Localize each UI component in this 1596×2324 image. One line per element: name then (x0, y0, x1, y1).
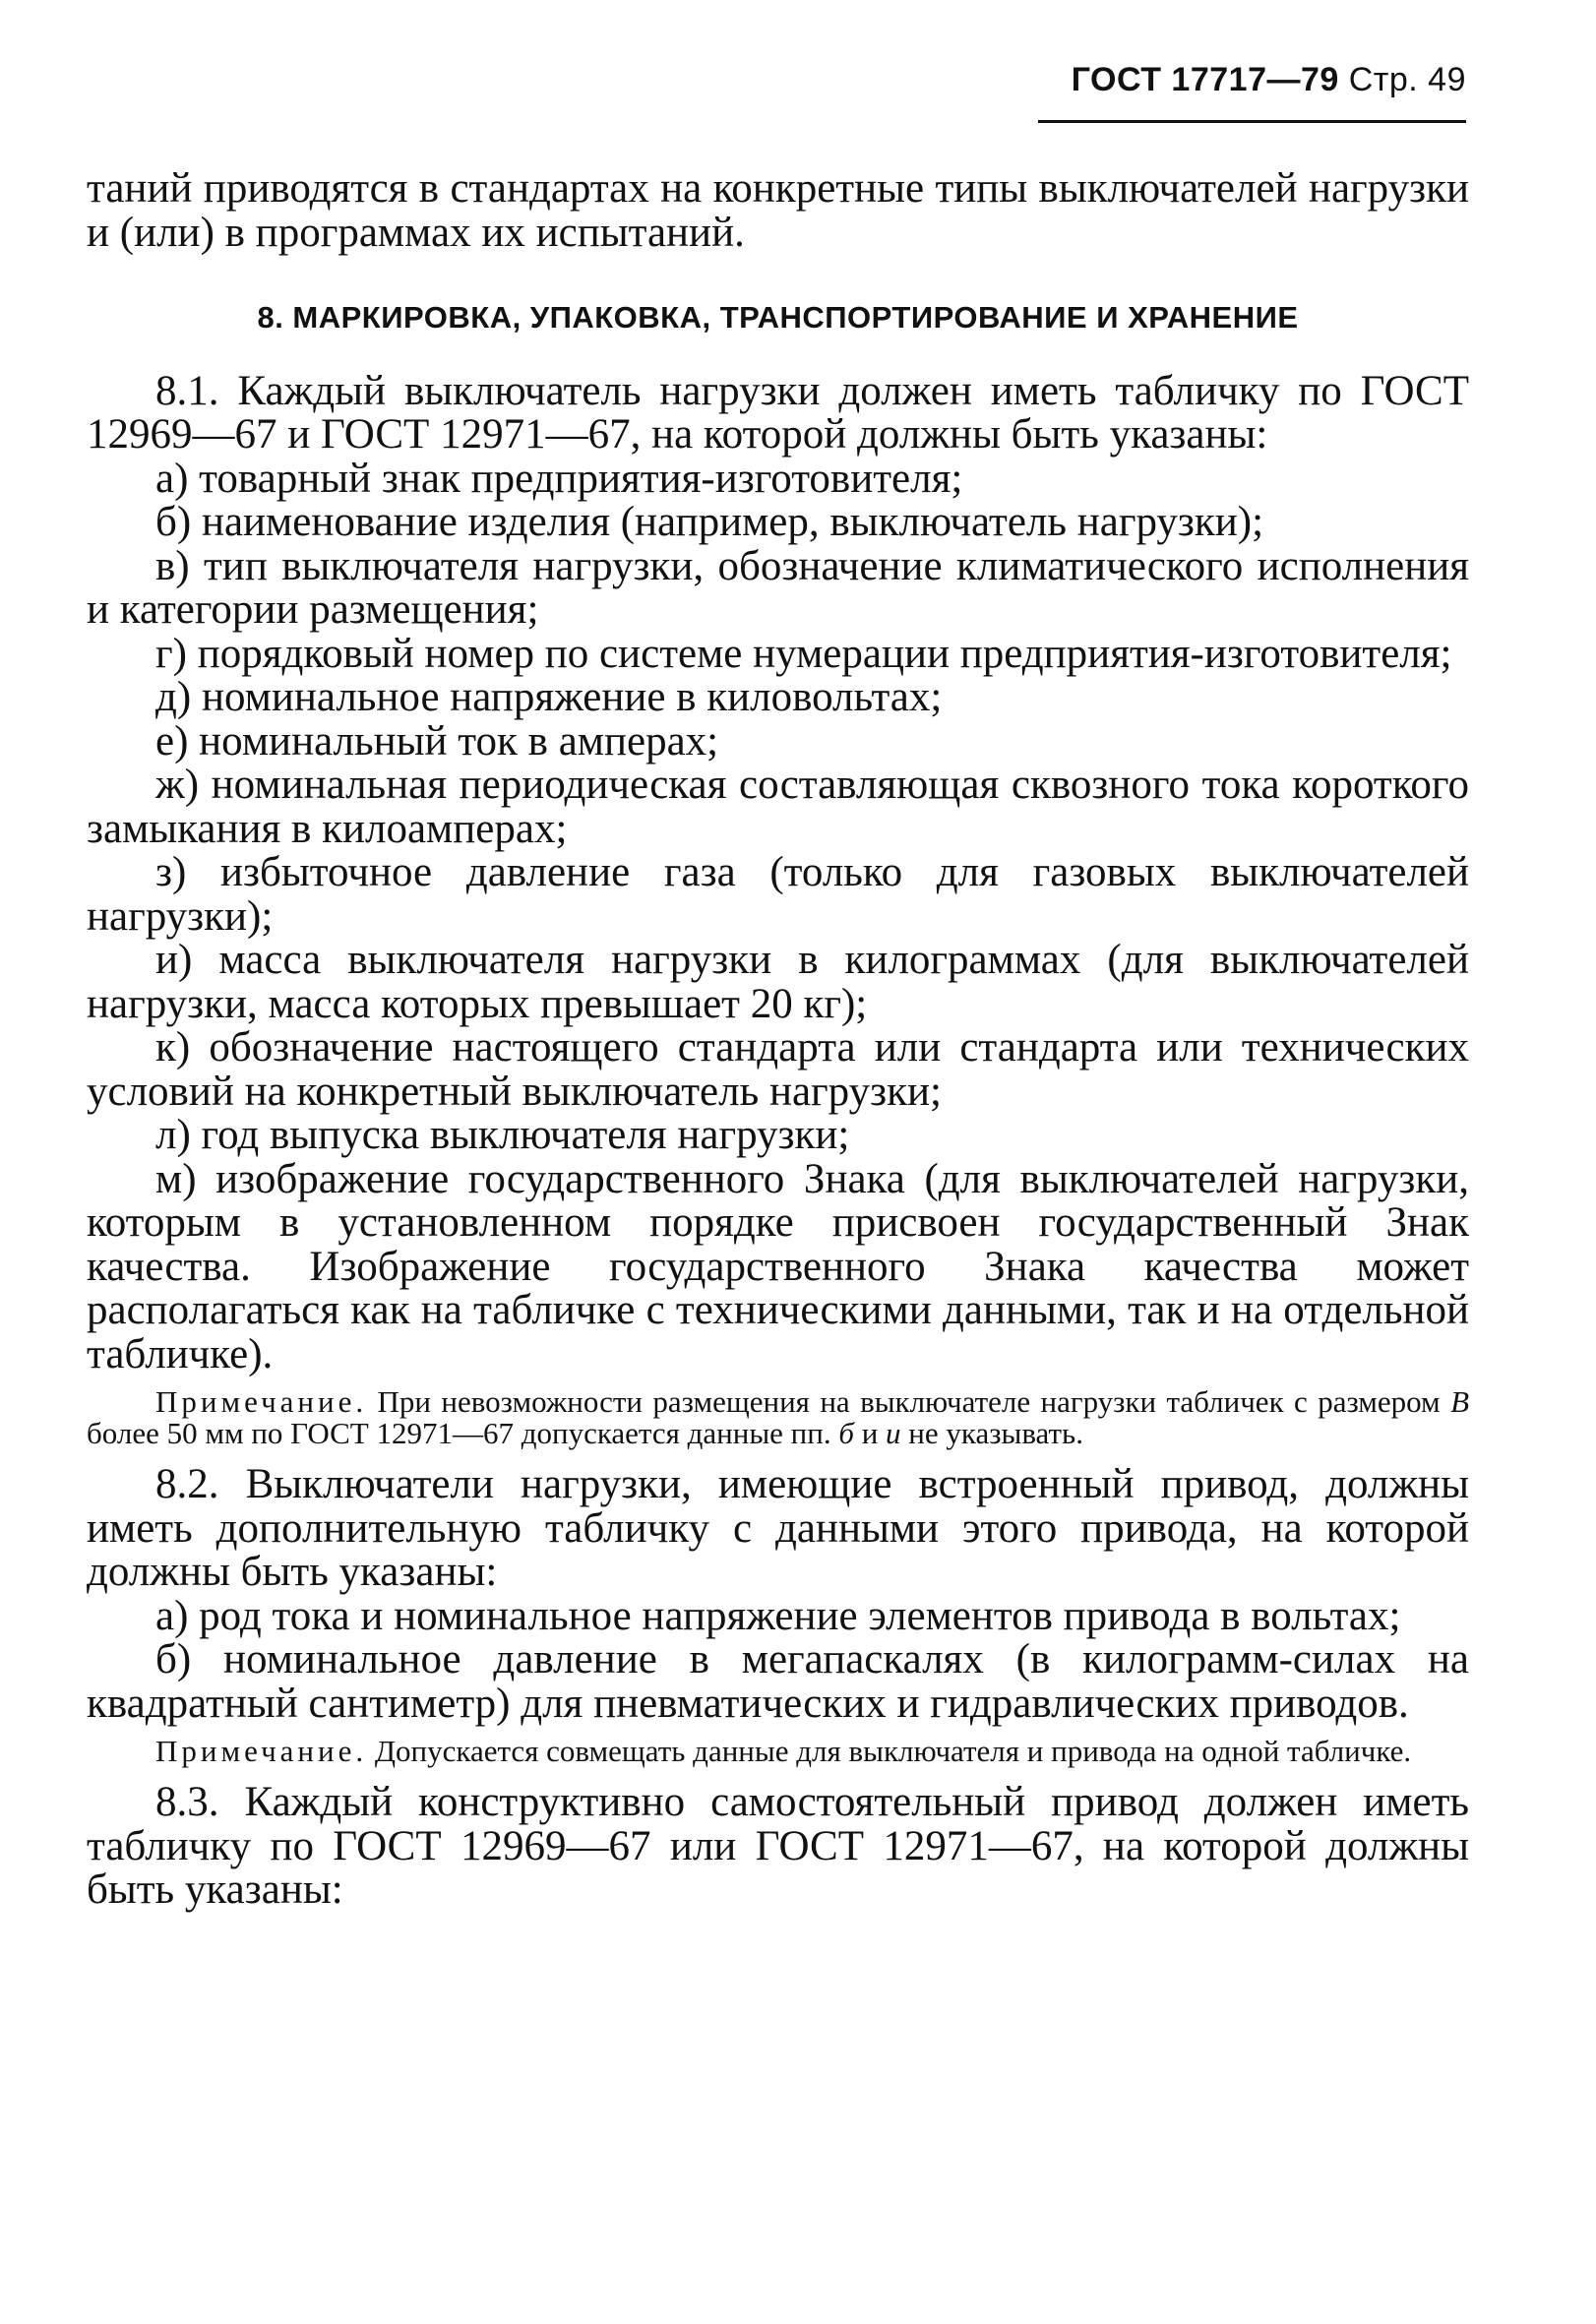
list-item-8-1-b: б) наименование изделия (например, выключатель нагрузки); (155, 499, 1264, 545)
list-item-8-1-d: д) номинальное напряжение в киловольтах; (155, 674, 943, 720)
note-8-2 (87, 1736, 1469, 1767)
note-label: Примечание. (155, 1734, 368, 1768)
list-item-8-1-l: л) год выпуска выключателя нагрузки; (155, 1112, 850, 1158)
list-item-8-1-zh: ж) номинальная периодическая составляющая сквозного тока короткого замыкания в килоамперах; (87, 762, 1469, 852)
paragraph-8-1: 8.1. Каждый выключатель нагрузки должен иметь табличку по ГОСТ 12969—67 и ГОСТ 12971—67, на которой должны быть указаны: (87, 367, 1469, 458)
list-item-8-1-a: а) товарный знак предприятия-изготовителя; (155, 455, 963, 502)
list-item-8-1-g: г) порядковый номер по системе нумерации предприятия-изготовителя; (155, 630, 1452, 677)
list-item-8-1-k: к) обозначение настоящего стандарта или стандарта или технических условий на конкретный выключатель нагрузки; (87, 1024, 1469, 1115)
list-item-8-1-v: в) тип выключателя нагрузки, обозначение климатического исполнения и категории размещения; (87, 542, 1469, 633)
page-header (1038, 61, 1466, 123)
note-text-part: не указывать. (900, 1416, 1083, 1450)
note-8-1 (87, 1386, 1469, 1449)
note-symbol: и (886, 1416, 901, 1450)
note-symbol: б (838, 1416, 854, 1450)
list-item-8-2-a: а) род тока и номинальное напряжение элементов привода в вольтах; (155, 1592, 1401, 1639)
list-item-8-1-i: и) масса выключателя нагрузки в килограммах (для выключателей нагрузки, масса которых превышает 20 кг); (87, 937, 1469, 1027)
list-item-8-1-e: е) номинальный ток в амперах; (155, 717, 719, 764)
note-text: Допускается совмещать данные для выключателя и привода на одной табличке. (367, 1734, 1412, 1768)
paragraph-continuation: таний приводятся в стандартах на конкретные типы выключателей нагрузки и (или) в программах их испытаний. (87, 165, 1469, 256)
list-item-8-1-z: з) избыточное давление газа (только для газовых выключателей нагрузки); (87, 849, 1469, 940)
note-text-part: и (853, 1416, 887, 1450)
note-label: Примечание. (155, 1384, 368, 1419)
paragraph-8-2: 8.2. Выключатели нагрузки, имеющие встроенный привод, должны иметь дополнительную табличку с данными этого привода, на которой должны быть указаны: (87, 1461, 1469, 1595)
note-text-part: более 50 мм по ГОСТ 12971—67 допускается данные пп. (87, 1416, 839, 1450)
note-text-part: При невозможности размещения на выключателе нагрузки табличек с размером (367, 1384, 1451, 1419)
header-page-number: Стр. 49 (1348, 61, 1466, 98)
note-symbol: В (1450, 1384, 1469, 1419)
section-heading: 8. МАРКИРОВКА, УПАКОВКА, ТРАНСПОРТИРОВАНИЕ И ХРАНЕНИЕ (257, 300, 1299, 335)
header-doc-number: ГОСТ 17717—79 (1071, 61, 1339, 98)
document-body (87, 167, 1469, 1913)
list-item-8-1-m: м) изображение государственного Знака (для выключателей нагрузки, которым в установленном порядке присвоен государственный Знак качества. Изображение государственного Знака качества может располагаться как на табличке с техническими данными, так и на отдельной табличке). (87, 1155, 1469, 1377)
list-item-8-2-b: б) номинальное давление в мегапаскалях (в килограмм-силах на квадратный сантиметр) для пневматических и гидравлических приводов. (87, 1636, 1469, 1727)
paragraph-8-3: 8.3. Каждый конструктивно самостоятельный привод должен иметь табличку по ГОСТ 12969—67 или ГОСТ 12971—67, на которой должны быть указаны: (87, 1779, 1469, 1913)
